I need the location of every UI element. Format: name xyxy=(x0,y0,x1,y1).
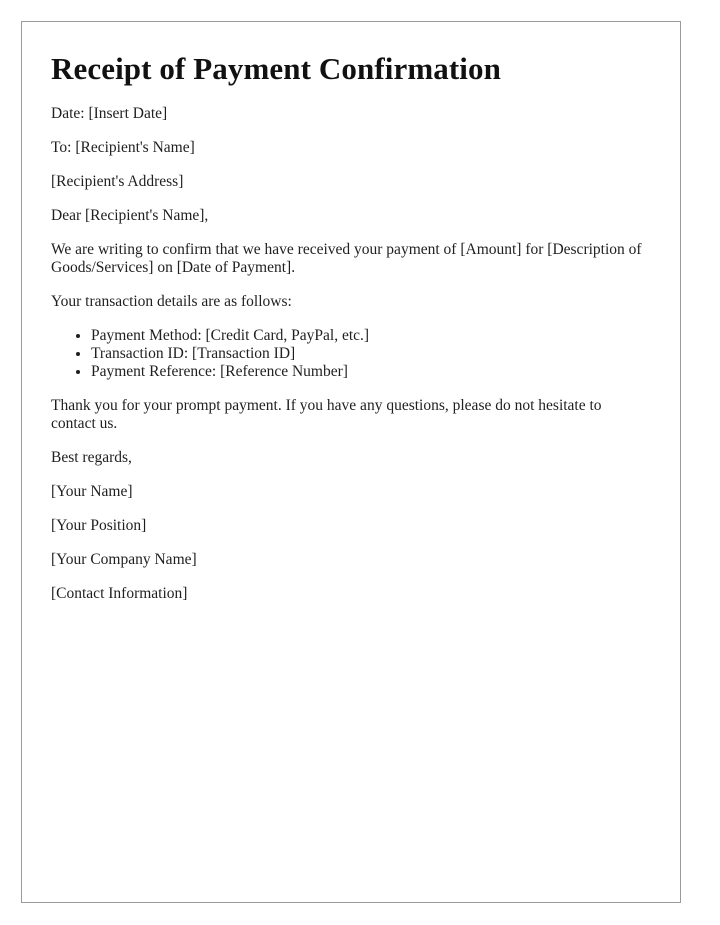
recipient-line: To: [Recipient's Name] xyxy=(51,139,195,156)
letter-title: Receipt of Payment Confirmation xyxy=(51,51,501,86)
detail-transaction-id: • Transaction ID: [Transaction ID] xyxy=(91,345,650,363)
signature-name: [Your Name] xyxy=(51,483,133,500)
signature-contact: [Contact Information] xyxy=(51,585,188,602)
confirmation-paragraph: We are writing to confirm that we have received your payment of [Amount] for [Description of Goods/Services] on [Date of Payment]. xyxy=(51,241,642,276)
salutation: Dear [Recipient's Name], xyxy=(51,207,209,224)
recipient-address: [Recipient's Address] xyxy=(51,173,184,190)
thanks-paragraph: Thank you for your prompt payment. If you have any questions, please do not hesitate to contact us. xyxy=(51,397,602,432)
document-page xyxy=(21,21,681,903)
closing: Best regards, xyxy=(51,449,132,466)
signature-position: [Your Position] xyxy=(51,517,147,534)
detail-payment-reference: • Payment Reference: [Reference Number] xyxy=(91,363,650,381)
letter-body xyxy=(51,49,650,619)
transaction-details-list xyxy=(51,327,650,381)
date-line: Date: [Insert Date] xyxy=(51,105,168,122)
detail-payment-method: • Payment Method: [Credit Card, PayPal, etc.] xyxy=(91,327,650,345)
details-intro: Your transaction details are as follows: xyxy=(51,293,292,310)
signature-company: [Your Company Name] xyxy=(51,551,197,568)
